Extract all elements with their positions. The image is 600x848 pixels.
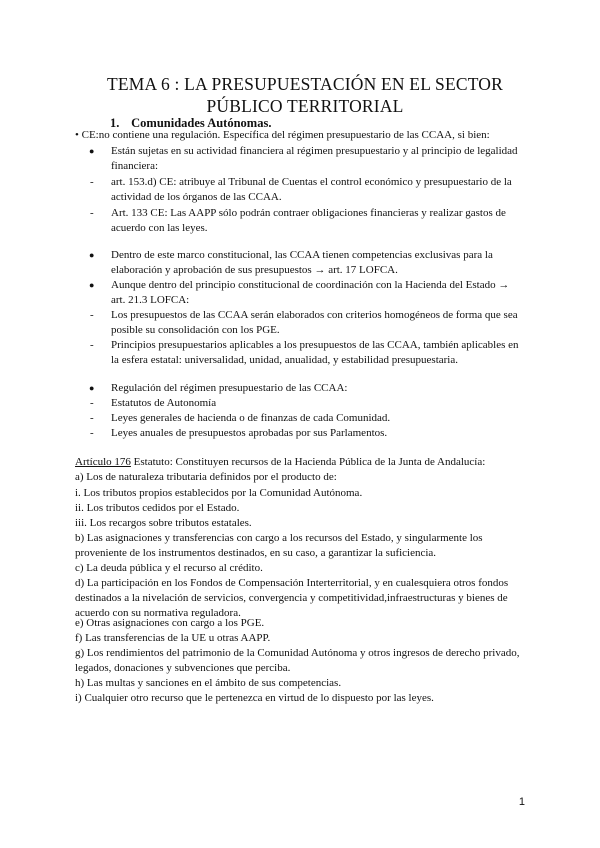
resource-a: a) Los de naturaleza tributaria definidos por el producto de:	[75, 471, 337, 483]
bullet-4-dash-3: Leyes anuales de presupuestos aprobadas por sus Parlamentos.	[111, 427, 388, 439]
dash-icon: -	[90, 309, 94, 321]
bullet-4: Regulación del régimen presupuestario de las CCAA:	[111, 382, 348, 394]
bullet-dot-icon: ●	[89, 280, 95, 290]
resource-c: c) La deuda pública y el recurso al crédito.	[75, 562, 263, 574]
bullet-1-dash-1: art. 153.d) CE: atribuye al Tribunal de Cuentas el control económico y presupuestario de la actividad de los órganos de las CCAA.	[111, 176, 512, 203]
bullet-4-dash-2: Leyes generales de hacienda o de finanzas de cada Comunidad.	[111, 412, 391, 424]
resource-f: f) Las transferencias de la UE u otras AAPP.	[75, 632, 271, 644]
bullet-dot-icon: ●	[89, 250, 95, 260]
bullet-3-dash-1: Los presupuestos de las CCAA serán elaborados con criterios homogéneos de forma que sea posible su consolidación con los PGE.	[111, 309, 518, 336]
resource-i: i) Cualquier otro recurso que le pertenezca en virtud de lo dispuesto por las leyes.	[75, 692, 434, 704]
section-title: Comunidades Autónomas.	[131, 116, 272, 130]
dash-icon: -	[90, 176, 94, 188]
resource-a-i: i. Los tributos propios establecidos por la Comunidad Autónoma.	[75, 487, 363, 499]
article-text: Estatuto: Constituyen recursos de la Hacienda Pública de la Junta de Andalucía:	[130, 456, 486, 468]
bullet-1: Están sujetas en su actividad financiera al régimen presupuestario y al principio de legalidad financiera:	[111, 145, 518, 172]
bullet-3: Aunque dentro del principio constitucional de coordinación con la Hacienda del Estado → art. 21.3 LOFCA:	[111, 279, 510, 306]
dash-icon: -	[90, 412, 94, 424]
dash-icon: -	[90, 427, 94, 439]
title-line-1: TEMA 6 : LA PRESUPUESTACIÓN EN EL SECTOR	[106, 74, 503, 94]
bullet-3-dash-2: Principios presupuestarios aplicables a los presupuestos de las CCAA, también aplicables en la esfera estatal: universalidad, unidad, anualidad, y estabilidad presupuestaria.	[111, 339, 519, 366]
page-title	[60, 73, 550, 117]
intro-text: • CE:no contiene una regulación. Específica del régimen presupuestario de las CCAA, si bien:	[75, 129, 490, 141]
article-heading	[75, 455, 485, 470]
resource-d: d) La participación en los Fondos de Compensación Interterritorial, y en cualesquiera otros fondos destinados a la nivelación de servicios, convergencia y competitividad,infraestructuras y bienes de acuerdo con su normativa reguladora.	[75, 577, 509, 619]
dash-icon: -	[90, 339, 94, 351]
resource-b: b) Las asignaciones y transferencias con cargo a los recursos del Estado, y singularmente los proveniente de los instrumentos destinados, en su caso, a garantizar la suficiencia.	[75, 532, 483, 559]
resource-g: g) Los rendimientos del patrimonio de la Comunidad Autónoma y otros ingresos de derecho privado, legados, donaciones y subvenciones que perciba.	[75, 647, 520, 674]
bullet-1-dash-2: Art. 133 CE: Las AAPP sólo podrán contraer obligaciones financieras y realizar gastos de acuerdo con las leyes.	[111, 207, 506, 234]
bullet-dot-icon: ●	[89, 146, 95, 156]
article-label: Artículo 176	[75, 456, 131, 468]
resource-h: h) Las multas y sanciones en el ámbito de sus competencias.	[75, 677, 342, 689]
resource-a-ii: ii. Los tributos cedidos por el Estado.	[75, 502, 240, 514]
bullet-4-dash-1: Estatutos de Autonomía	[111, 397, 217, 409]
page-number: 1	[518, 796, 525, 808]
section-number: 1.	[110, 116, 120, 130]
dash-icon: -	[90, 207, 94, 219]
resource-e: e) Otras asignaciones con cargo a los PGE.	[75, 617, 265, 629]
dash-icon: -	[90, 397, 94, 409]
bullet-dot-icon: ●	[89, 383, 95, 393]
bullet-2: Dentro de este marco constitucional, las CCAA tienen competencias exclusivas para la elaboración y aprobación de sus presupuestos → art. 17 LOFCA.	[111, 249, 493, 276]
title-line-2: PÚBLICO TERRITORIAL	[206, 96, 404, 116]
resource-a-iii: iii. Los recargos sobre tributos estatales.	[75, 517, 252, 529]
